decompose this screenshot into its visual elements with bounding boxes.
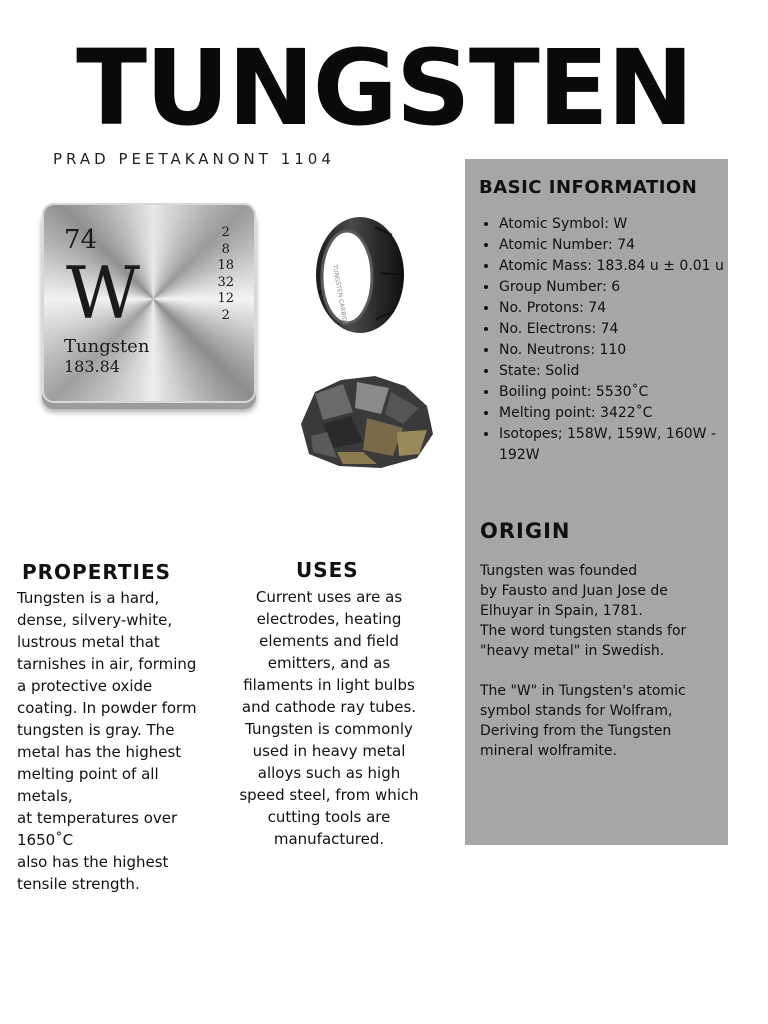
list-item: • No. Protons: 74 [499,298,739,319]
element-name: Tungsten [64,336,150,357]
uses-text: Current uses are as electrodes, heating elements and field emitters, and as filaments in light bulbs and cathode ray tubes. Tungsten is commonly used in heavy metal alloys such as high speed steel, from which cutting tools are manufactured. [239,588,419,848]
basic-information-list [479,214,739,466]
list-item: • Melting point: 3422˚C [499,403,739,424]
shell-value: 8 [221,241,230,257]
page-title: TUNGSTEN [76,27,692,149]
shell-value: 18 [217,258,234,273]
list-item: • Isotopes; 158W, 159W, 160W - 192W [499,424,739,466]
element-symbol: W [66,251,141,335]
uses-heading: USES [296,558,359,582]
author-line: PRAD PEETAKANONT 1104 [53,150,335,168]
basic-information-heading: BASIC INFORMATION [479,177,698,198]
origin-heading: ORIGIN [480,519,571,543]
shell-value: 12 [217,291,234,306]
element-tile-image [42,203,256,403]
list-item: • State: Solid [499,361,739,382]
list-item: • Atomic Symbol: W [499,214,739,235]
tungsten-ore-image [293,372,435,470]
shell-value: 32 [217,274,234,290]
list-item: • Group Number: 6 [499,277,739,298]
list-item: • Atomic Number: 74 [499,235,739,256]
origin-text: Tungsten was founded by Fausto and Juan Jose de Elhuyar in Spain, 1781. The word tungsten stands for "heavy metal" in Swedish. The "W" in Tungsten's atomic symbol stands for Wolfram, Deriving from the Tungsten mineral wolframite. [480,563,687,759]
properties-heading: PROPERTIES [22,560,172,584]
list-item: • Boiling point: 5530˚C [499,382,739,403]
electron-shells [217,225,234,324]
atomic-mass: 183.84 [64,357,120,376]
list-item: • No. Electrons: 74 [499,319,739,340]
properties-text: Tungsten is a hard, dense, silvery-white, lustrous metal that tarnishes in air, forming a protective oxide coating. In powder form tungsten is gray. The metal has the highest melting point of all metals, at temperatures over 1650˚C also has the highest tensile strength. [17,589,197,893]
tungsten-ring-image [300,205,418,345]
list-item: • No. Neutrons: 110 [499,340,739,361]
list-item: • Atomic Mass: 183.84 u ± 0.01 u [499,256,739,277]
atomic-number: 74 [64,225,98,255]
shell-value: 2 [221,307,230,323]
ring-engraving: TUNGSTEN CARBIDE [331,264,349,327]
shell-value: 2 [221,225,230,240]
info-panel [465,159,728,845]
